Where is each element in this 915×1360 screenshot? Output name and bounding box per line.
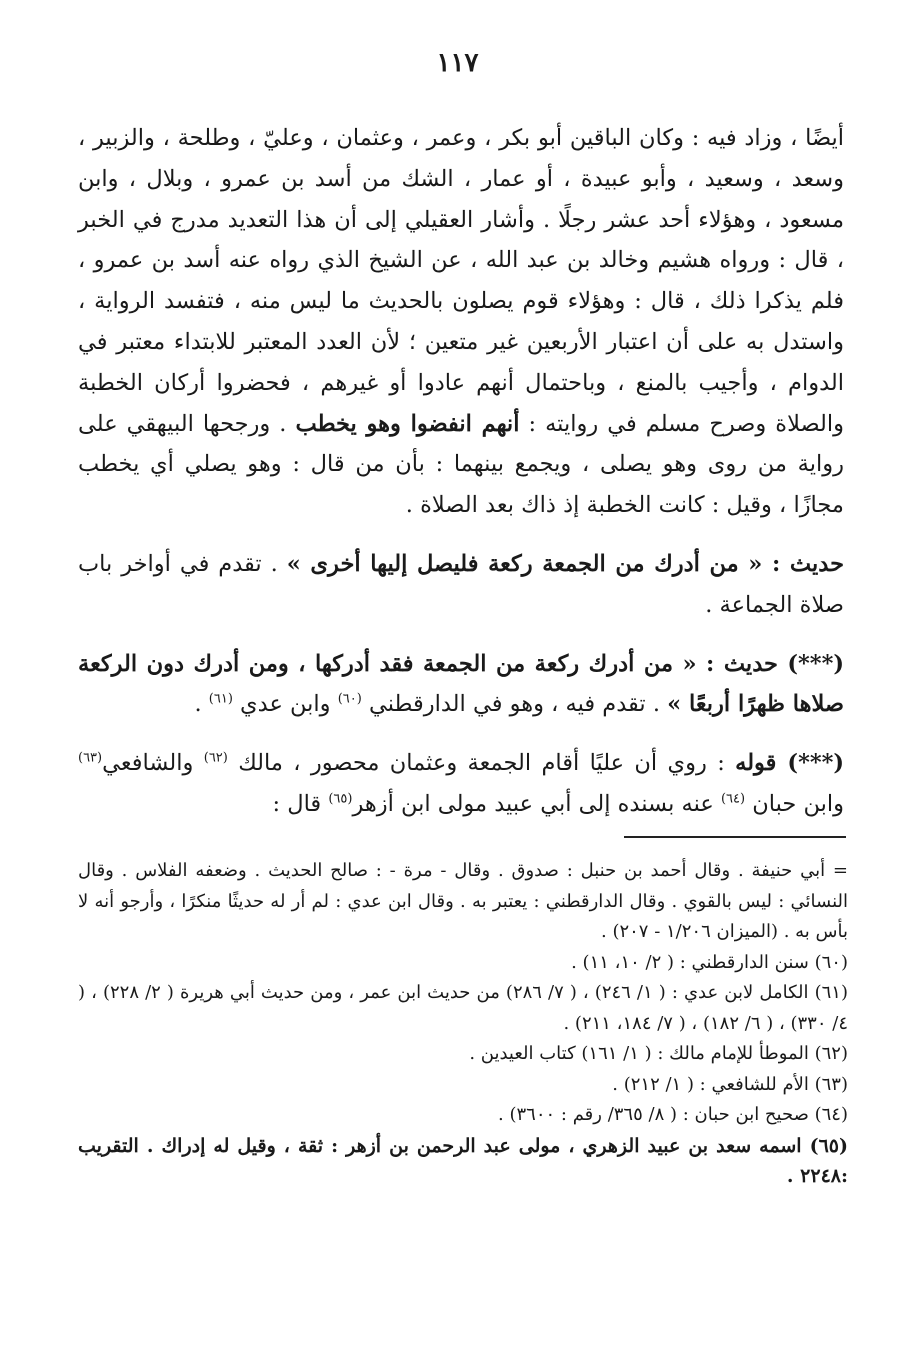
footnote-62: (٦٢) الموطأ للإمام مالك : ( ١/ ١٦١) كتاب العيدين . (469, 1043, 848, 1064)
paragraph-1 (78, 118, 844, 526)
footnote-63: (٦٣) الأم للشافعي : ( ١/ ٢١٢) . (612, 1073, 848, 1095)
p4-text-4: عنه بسنده إلى أبي عبيد مولى ابن أزهر (352, 790, 714, 817)
footnote-65: (٦٥) اسمه سعد بن عبيد الزهري ، مولى عبد الرحمن بن أزهر : ثقة ، وقيل له إدراك . التقريب :٢٢٤٨ . (78, 1134, 848, 1187)
footnote-ref-64[interactable]: (٦٤) (720, 791, 746, 807)
p2-bold-1: حديث : « من أدرك من الجمعة ركعة فليصل إليها أخرى » (286, 550, 844, 577)
paragraph-3 (78, 644, 844, 726)
p4-text-5: قال : (272, 790, 322, 817)
footnotes (78, 856, 848, 1192)
footnote-ref-65[interactable]: (٦٥) (328, 791, 353, 807)
p3-text-1: . تقدم فيه ، وهو في الدارقطني (369, 691, 660, 718)
paragraph-2 (78, 544, 844, 626)
footnote-divider (624, 836, 846, 838)
p1-text-2: . ورجحها البيهقي على رواية من روى وهو يصلى ، ويجمع بينهما : بأن من قال : وهو يصلي أي يخطب مجازًا ، وقيل : كانت الخطبة إذ ذاك بعد الصلاة . (78, 410, 844, 519)
main-text (78, 118, 844, 825)
p2-text-1: . تقدم في أواخر باب صلاة الجماعة . (78, 550, 844, 618)
p1-text-1: أيضًا ، وزاد فيه : وكان الباقين أبو بكر ، وعمر ، وعثمان ، وعليّ ، وطلحة ، والزبير ، وسعد ، وسعيد ، وأبو عبيدة ، أو عمار ، الشك من أسد بن عمرو ، وبلال ، وابن مسعود ، وهؤلاء أحد عشر رجلًا . وأشار العقيلي إلى أن هذا التعديد مدرج في الخبر ، قال : ورواه هشيم وخالد بن عبد الله ، عن الشيخ الذي رواه عنه أسد بن عمرو ، فلم يذكرا ذلك ، قال : وهؤلاء قوم يصلون بالحديث ما ليس منه ، فتفسد الرواية ، واستدل به على أن اعتبار الأربعين غير متعين ؛ لأن العدد المعتبر للابتداء معتبر في الدوام ، وأجيب بالمنع ، وباحتمال أنهم عادوا أو غيرهم ، فحضروا أركان الخطبة والصلاة وصرح مسلم في روايته : (78, 125, 844, 437)
p4-text-1: : روي أن عليًا أقام الجمعة وعثمان محصور ، مالك (238, 750, 725, 777)
footnote-ref-61[interactable]: (٦١) (208, 691, 233, 707)
p3-bold-1: (***) حديث : « من أدرك ركعة من الجمعة فقد أدركها ، ومن أدرك دون الركعة صلاها ظهرًا أربعًا » (78, 650, 844, 718)
p3-text-3: . (194, 691, 202, 718)
p4-text-3: وابن حبان (752, 790, 844, 817)
page-number: ١١٧ (436, 48, 479, 78)
p4-bold-1: (***) قوله (735, 750, 845, 777)
footnote-continued: = أبي حنيفة . وقال أحمد بن حنبل : صدوق . وقال - مرة - : صالح الحديث . وضعفه الفلاس . وقال النسائي : ليس بالقوي . وقال الدارقطني : يعتبر به . وقال ابن عدي : لم أر له حديثًا منكرًا ، وأرجو أنه لا بأس به . (الميزان ١/٢٠٦ - ٢٠٧) . (78, 860, 848, 942)
p3-text-2: وابن عدي (240, 691, 331, 718)
p4-text-2: والشافعي (102, 750, 194, 777)
footnote-ref-63[interactable]: (٦٣) (78, 750, 103, 766)
footnote-ref-60[interactable]: (٦٠) (337, 691, 362, 707)
footnote-60: (٦٠) سنن الدارقطني : ( ٢/ ١٠، ١١) . (571, 951, 848, 973)
paragraph-4 (78, 743, 844, 825)
footnote-64: (٦٤) صحيح ابن حبان : ( ٨/ ٣٦٥/ رقم : ٣٦٠٠) . (498, 1104, 848, 1125)
footnote-ref-62[interactable]: (٦٢) (203, 750, 228, 766)
footnote-61: (٦١) الكامل لابن عدي : ( ١/ ٢٤٦) ، ( ٧/ ٢٨٦) من حديث ابن عمر ، ومن حديث أبي هريرة ( ٢/ ٢٢٨) ، ( ٤/ ٣٣٠) ، ( ٦/ ١٨٢) ، ( ٧/ ١٨٤، ٢١١) . (78, 982, 848, 1034)
p1-bold-1: أنهم انفضوا وهو يخطب (295, 410, 520, 437)
